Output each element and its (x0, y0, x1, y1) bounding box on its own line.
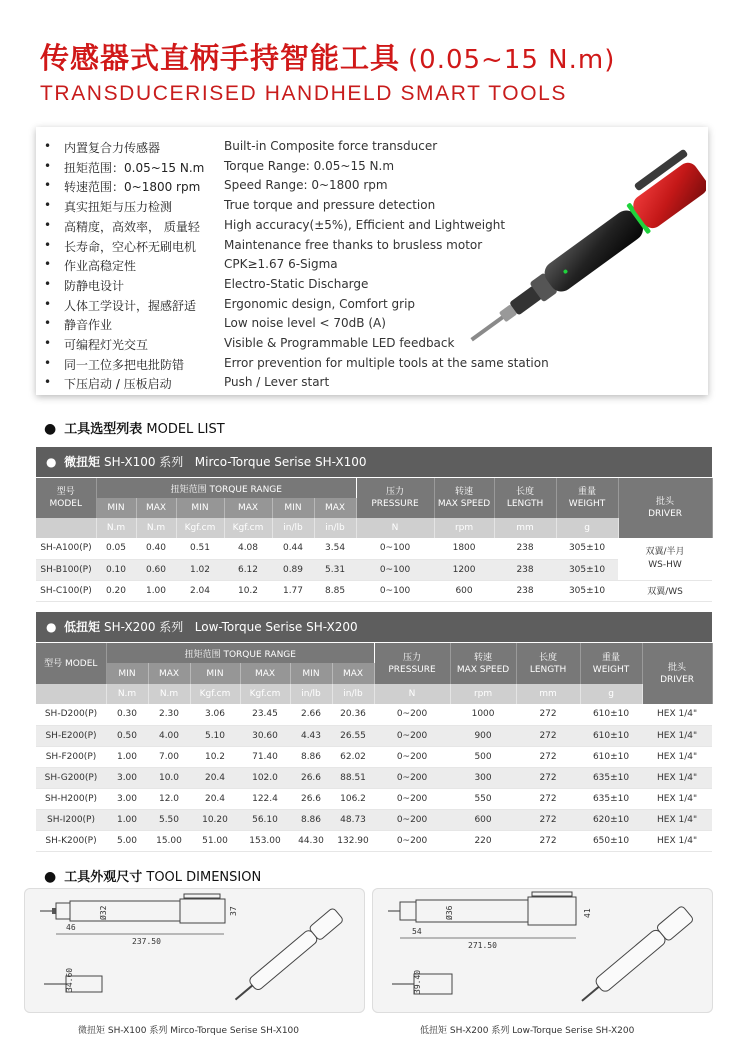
feature-en: Torque Range: 0.05~15 N.m (224, 158, 395, 173)
feature-en: Push / Lever start (224, 375, 330, 390)
feature-en: True torque and pressure detection (224, 198, 436, 213)
feature-cn: 高精度，高效率， 质量轻 (64, 219, 200, 234)
bullet: • (44, 217, 52, 232)
svg-text:39.40: 39.40 (413, 969, 422, 994)
feature-cn: 可编程灯光交互 (64, 338, 149, 352)
bullet: • (44, 276, 52, 291)
feature-cn: 长寿命，空心杯无刷电机 (64, 239, 197, 254)
header-model: 型号 MODEL (36, 643, 106, 684)
header-speed: 转速 MAX SPEED (450, 643, 516, 684)
dimension-panel-x100 (24, 888, 365, 1013)
header-length: 长度 LENGTH (494, 478, 556, 518)
header-driver: 批头 DRIVER (618, 478, 712, 538)
bullet: • (44, 316, 52, 331)
bullet: • (44, 257, 52, 272)
svg-text:54: 54 (412, 927, 422, 936)
table-x100: 型号 MODEL 扭矩范围 TORQUE RANGE 压力 PRESSURE 转速 MAX SPEED 长度 LENGTH 重量 WEIGHT 批头 DRIVER MIN MAX MIN MAX MIN MAX N.m N.m Kgf.cm Kgf.cm in/lb in/lb N rpm mm g SH-A100(P) 0.05 0.40 0.51 4.08 0.44 3.54 0~100 1800 238 305±10 双翼/半月 WS-HW SH-B100(P) 0.10 0.60 1.02 6.12 0.89 5.31 0~100 1200 238 305±10 SH-C100(P) 0.20 1.00 2.04 10.2 1.77 8.85 0~100 600 238 305±10 双翼/WS (36, 478, 713, 602)
feature-en: Maintenance free thanks to brusless motor (224, 237, 483, 252)
bullet: • (44, 178, 52, 193)
svg-text:Ø32: Ø32 (99, 905, 108, 920)
model-list-heading: ● 工具选型列表 MODEL LIST (44, 421, 225, 437)
feature-en: Error prevention for multiple tools at the same station (224, 355, 549, 370)
bullet: • (44, 296, 52, 311)
header-pressure: 压力 PRESSURE (356, 478, 434, 518)
series-bar-x200: ● 低扭矩 SH-X200 系列 Low-Torque Serise SH-X200 (36, 612, 712, 642)
dimension-caption-x100: 微扭矩 SH-X100 系列 Mirco-Torque Serise SH-X100 (78, 1026, 300, 1036)
bullet: • (44, 139, 52, 153)
bullet: • (44, 336, 52, 350)
feature-cn: 作业高稳定性 (64, 259, 137, 274)
header-model: 型号 MODEL (36, 478, 96, 518)
svg-text:46: 46 (66, 923, 76, 932)
feature-cn: 人体工学设计，握感舒适 (64, 298, 197, 313)
feature-cn: 静音作业 (64, 318, 113, 333)
svg-text:271.50: 271.50 (468, 941, 497, 950)
feature-en: Visible & Programmable LED feedback (224, 336, 455, 350)
header-weight: 重量 WEIGHT (580, 643, 642, 684)
page-title-cn (40, 36, 615, 77)
header-pressure: 压力 PRESSURE (374, 643, 450, 684)
driver-ab: 双翼/半月 WS-HW (618, 538, 712, 580)
bullet: • (44, 237, 52, 252)
header-torque: 扭矩范围 TORQUE RANGE (96, 478, 356, 498)
feature-cn: 内置复合力传感器 (64, 141, 161, 155)
dimension-caption-x200: 低扭矩 SH-X200 系列 Low-Torque Serise SH-X200 (420, 1026, 635, 1036)
feature-en: Ergonomic design, Comfort grip (224, 296, 416, 311)
title-range: (0.05~15 N.m) (408, 45, 616, 75)
bullet: • (44, 198, 52, 213)
svg-text:Ø36: Ø36 (445, 905, 454, 920)
series-bar-x100: ● 微扭矩 SH-X100 系列 Mirco-Torque Serise SH-X100 (36, 447, 712, 477)
table-row: SH-C100(P) 0.20 1.00 2.04 10.2 1.77 8.85 0~100 600 238 305±10 双翼/WS (36, 580, 712, 601)
header-torque: 扭矩范围 TORQUE RANGE (106, 643, 374, 663)
feature-en: High accuracy(±5%), Efficient and Lightweight (224, 217, 506, 232)
feature-en: Electro-Static Discharge (224, 276, 369, 291)
table-row: SH-K200(P) 5.00 15.00 51.00 153.00 44.30 132.90 0~200 220 272 650±10 HEX 1/4" (36, 830, 712, 851)
feature-en: Speed Range: 0~1800 rpm (224, 178, 388, 193)
page-title-en: TRANSDUCERISED HANDHELD SMART TOOLS (40, 82, 568, 105)
feature-cn: 真实扭矩与压力检测 (64, 200, 173, 215)
bullet: • (44, 375, 52, 390)
dimension-drawing-x200 (372, 888, 713, 1013)
dimension-drawing-x100 (24, 888, 365, 1013)
feature-cn: 转速范围：0~1800 rpm (64, 180, 201, 195)
header-length: 长度 LENGTH (516, 643, 580, 684)
feature-en: Built-in Composite force transducer (224, 139, 438, 153)
table-row: SH-D200(P) 0.30 2.30 3.06 23.45 2.66 20.36 0~200 1000 272 610±10 HEX 1/4" (36, 704, 712, 725)
header-weight: 重量 WEIGHT (556, 478, 618, 518)
bullet: • (44, 355, 52, 370)
tool-dimension-heading: ● 工具外观尺寸 TOOL DIMENSION (44, 869, 262, 885)
feature-en: Low noise level < 70dB (A) (224, 316, 386, 331)
table-row: SH-I200(P) 1.00 5.50 10.20 56.10 8.86 48.73 0~200 600 272 620±10 HEX 1/4" (36, 809, 712, 830)
grip-body (540, 206, 648, 297)
feature-cn: 扭矩范围：0.05~15 N.m (64, 160, 205, 175)
svg-text:37: 37 (229, 906, 238, 916)
feature-cn: 同一工位多把电批防错 (64, 357, 185, 372)
smart-tool-image (456, 149, 706, 379)
title-text: 传感器式直柄手持智能工具 (40, 41, 401, 75)
svg-text:237.50: 237.50 (132, 937, 161, 946)
feature-en: CPK≥1.67 6-Sigma (224, 257, 338, 272)
table-row: SH-F200(P) 1.00 7.00 10.2 71.40 8.86 62.02 0~200 500 272 610±10 HEX 1/4" (36, 746, 712, 767)
feature-box (36, 127, 708, 395)
header-driver: 批头 DRIVER (642, 643, 712, 704)
feature-cn: 下压启动 / 压板启动 (64, 377, 172, 392)
header-speed: 转速 MAX SPEED (434, 478, 494, 518)
table-row: SH-H200(P) 3.00 12.0 20.4 122.4 26.6 106.2 0~200 550 272 635±10 HEX 1/4" (36, 788, 712, 809)
bullet: • (44, 158, 52, 173)
svg-text:34.60: 34.60 (65, 967, 74, 992)
dimension-panel-x200 (372, 888, 713, 1013)
table-row: SH-A100(P) 0.05 0.40 0.51 4.08 0.44 3.54 0~100 1800 238 305±10 双翼/半月 WS-HW (36, 538, 712, 559)
table-row: SH-B100(P) 0.10 0.60 1.02 6.12 0.89 5.31 0~100 1200 238 305±10 (36, 559, 712, 580)
table-row: SH-E200(P) 0.50 4.00 5.10 30.60 4.43 26.55 0~200 900 272 610±10 HEX 1/4" (36, 725, 712, 746)
svg-text:41: 41 (583, 908, 592, 918)
table-x200: 型号 MODEL 扭矩范围 TORQUE RANGE 压力 PRESSURE 转速 MAX SPEED 长度 LENGTH 重量 WEIGHT 批头 DRIVER MIN MAX MIN MAX MIN MAX N.m N.m Kgf.cm Kgf.cm in/lb in/lb N rpm mm g SH-D200(P) 0.30 2.30 3.06 23.45 2.66 20.36 0~200 1000 272 610±10 HEX 1/4" SH-E200(P) 0.50 4.00 5.10 30.60 4.43 26.55 0~200 900 272 610±10 HEX 1/4" SH-F200(P) 1.00 7.00 10.2 71.40 8.86 62.02 0~200 500 272 610±10 HEX 1/4" SH-G200(P) 3.00 10.0 20.4 102.0 26.6 88.51 0~200 300 272 635±10 HEX 1/4" SH-H200(P) 3.00 12.0 20.4 122.4 26.6 106.2 0~200 550 272 635±10 HEX 1/4" SH-I200(P) 1.00 5.50 10.20 56.10 8.86 48.73 0~200 600 272 620±10 HEX 1/4" SH-K200(P) 5.00 15.00 51.00 153.00 44.30 132.90 0~200 220 272 650±10 HEX 1/4" (36, 643, 713, 852)
bit-shaft (470, 315, 505, 342)
feature-cn: 防静电设计 (64, 278, 125, 293)
table-row: SH-G200(P) 3.00 10.0 20.4 102.0 26.6 88.51 0~200 300 272 635±10 HEX 1/4" (36, 767, 712, 788)
